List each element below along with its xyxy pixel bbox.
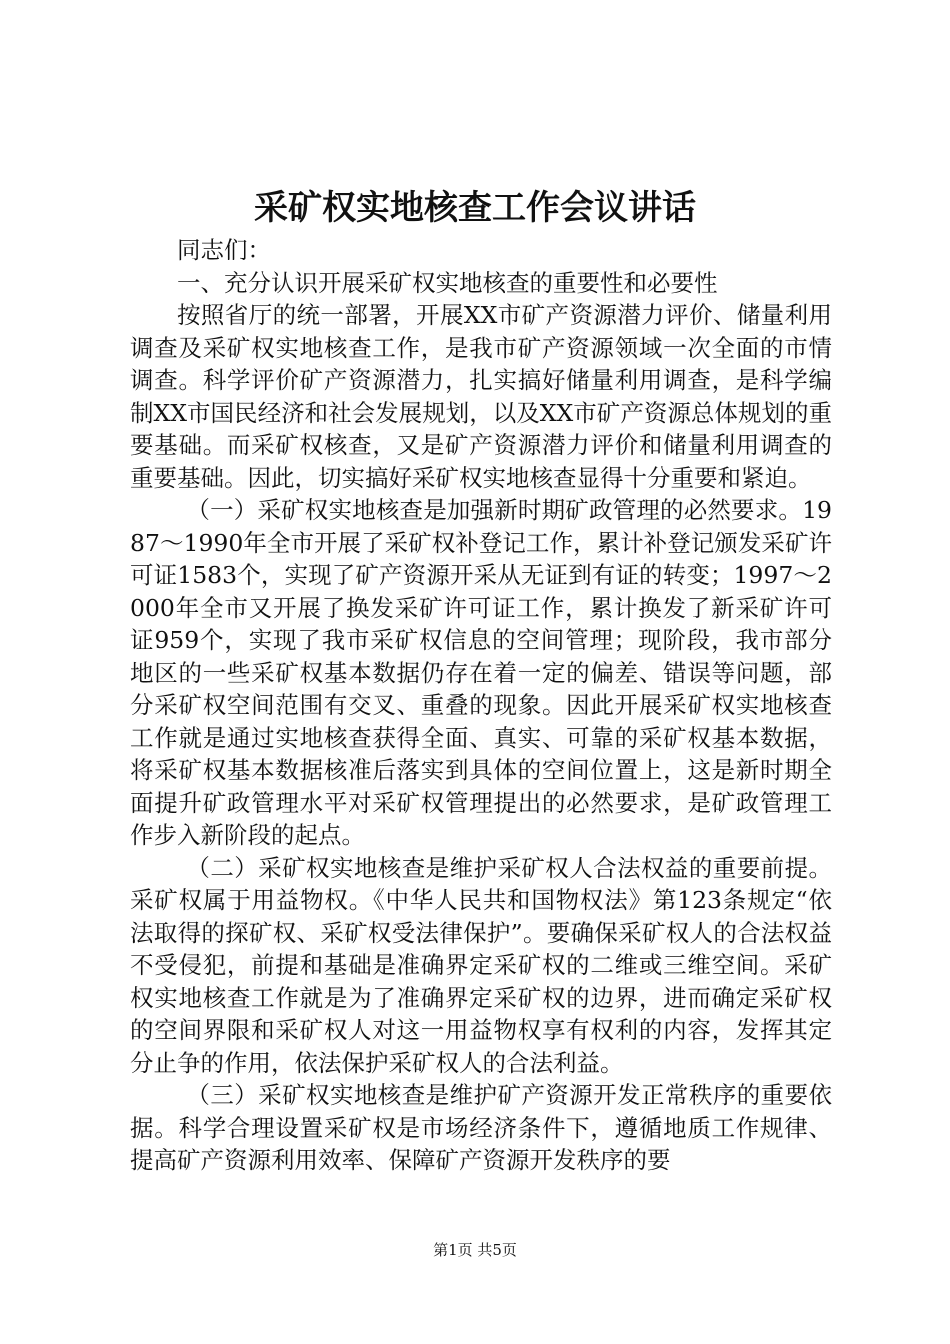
document-body — [130, 234, 832, 1177]
page-footer: 第1页 共5页 — [433, 1241, 517, 1259]
document-title: 采矿权实地核查工作会议讲话 — [254, 188, 696, 228]
section-heading: 一、充分认识开展采矿权实地核查的重要性和必要性 — [177, 268, 718, 297]
paragraph-point-2: （二）采矿权实地核查是维护采矿权人合法权益的重要前提。采矿权属于用益物权。《中华人民共和国物权法》第123条规定“依法取得的探矿权、采矿权受法律保护”。要确保采矿权人的合法权益不受侵犯，前提和基础是准确界定采矿权的二维或三维空间。采矿权实地核查工作就是为了准确界定采矿权的边界，进而确定采矿权的空间界限和采矿权人对这一用益物权享有权利的内容，发挥其定分止争的作用，依法保护采矿权人的合法利益。 — [130, 853, 832, 1077]
paragraph-intro: 按照省厅的统一部署，开展XX市矿产资源潜力评价、储量利用调查及采矿权实地核查工作，是我市矿产资源领域一次全面的市情调查。科学评价矿产资源潜力，扎实搞好储量利用调查，是科学编制XX市国民经济和社会发展规划，以及XX市矿产资源总体规划的重要基础。而采矿权核查，又是矿产资源潜力评价和储量利用调查的重要基础。因此，切实搞好采矿权实地核查显得十分重要和紧迫。 — [130, 301, 832, 492]
salutation: 同志们： — [177, 236, 271, 264]
paragraph-point-1: （一）采矿权实地核查是加强新时期矿政管理的必然要求。1987～1990年全市开展了采矿权补登记工作，累计补登记颁发采矿许可证1583个，实现了矿产资源开采从无证到有证的转变；1997～2000年全市又开展了换发采矿许可证工作，累计换发了新采矿许可证959个，实现了我市采矿权信息的空间管理；现阶段，我市部分地区的一些采矿权基本数据仍存在着一定的偏差、错误等问题，部分采矿权空间范围有交叉、重叠的现象。因此开展采矿权实地核查工作就是通过实地核查获得全面、真实、可靠的采矿权基本数据，将采矿权基本数据核准后落实到具体的空间位置上，这是新时期全面提升矿政管理水平对采矿权管理提出的必然要求，是矿政管理工作步入新阶段的起点。 — [130, 496, 832, 849]
paragraph-point-3: （三）采矿权实地核查是维护矿产资源开发正常秩序的重要依据。科学合理设置采矿权是市场经济条件下，遵循地质工作规律、提高矿产资源利用效率、保障矿产资源开发秩序的要 — [130, 1081, 832, 1174]
